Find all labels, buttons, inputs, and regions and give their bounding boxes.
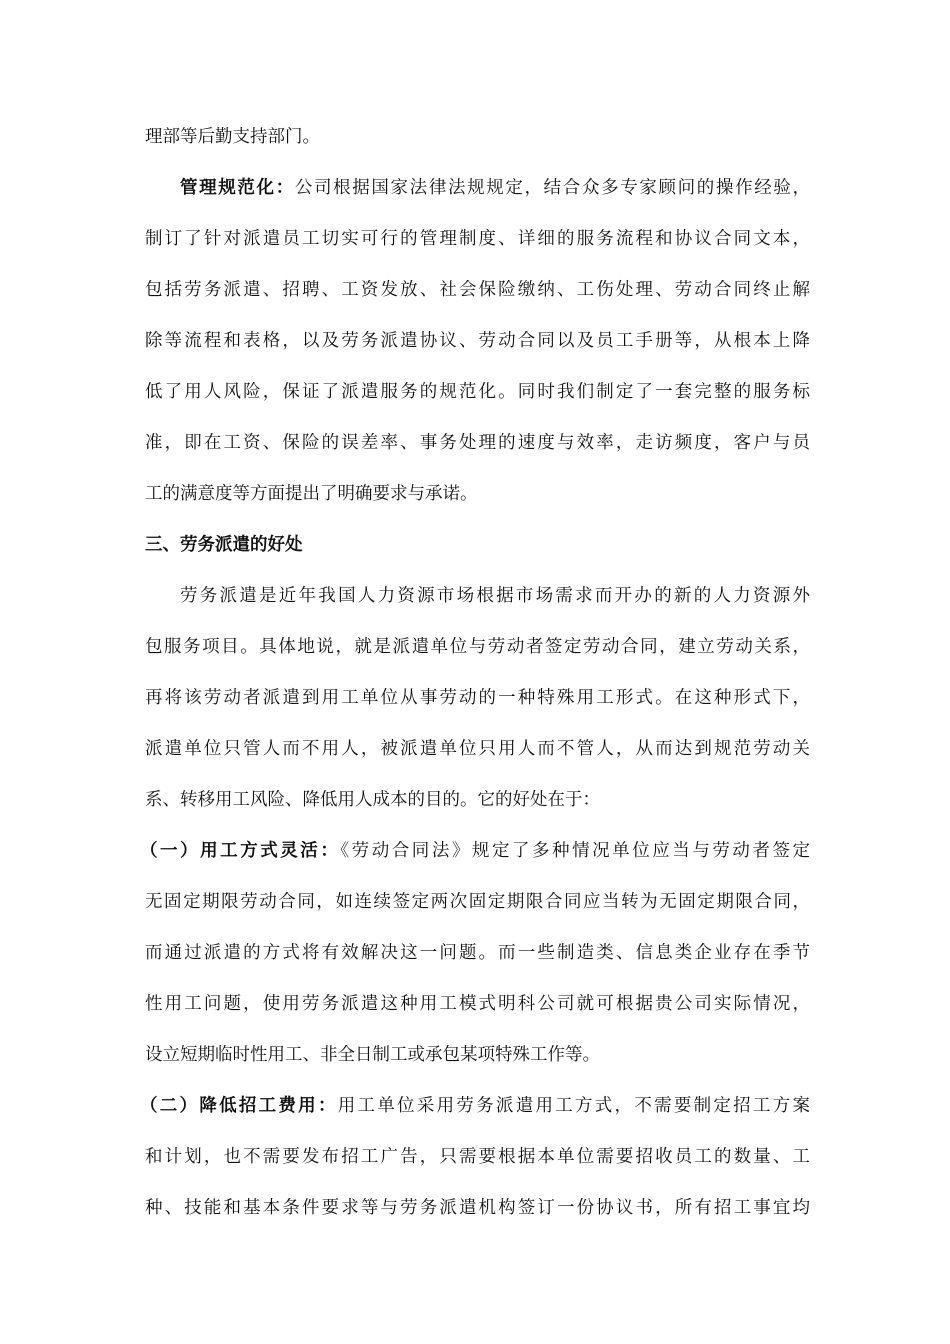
paragraph-dispatch-intro (145, 571, 810, 826)
text-line: 包服务项目。具体地说，就是派遣单位与劳动者签定劳动合同，建立劳动关系， (145, 637, 810, 657)
heading-3: 三、劳务派遣的好处 (145, 535, 303, 555)
text-line: 派遣单位只管人而不用人，被派遣单位只用人而不管人，从而达到规范劳动关 (145, 739, 810, 759)
section-heading (145, 520, 810, 571)
paragraph-label: （一）用工方式灵活： (140, 841, 341, 861)
text-line: （一）用工方式灵活：《劳动合同法》规定了多种情况单位应当与劳动者签定 (140, 841, 811, 861)
text-line: 劳务派遣是近年我国人力资源市场根据市场需求而开办的新的人力资源外 (180, 586, 810, 606)
text-line: 性用工问题，使用劳务派遣这种用工模式明科公司就可根据贵公司实际情况， (145, 994, 810, 1014)
paragraph-reduce-recruiting-costs (140, 1081, 811, 1234)
text-line: 理部等后勤支持部门。 (145, 127, 320, 147)
text-line: 无固定期限劳动合同，如连续签定两次固定期限合同应当转为无固定期限合同， (145, 892, 810, 912)
paragraph-flexible-employment (140, 826, 811, 1081)
text-line: 系、转移用工风险、降低用人成本的目的。它的好处在于： (145, 790, 600, 810)
text-line: 除等流程和表格，以及劳务派遣协议、劳动合同以及员工手册等，从根本上降 (145, 331, 810, 351)
paragraph-label: 管理规范化： (180, 178, 295, 198)
text-line: 准，即在工资、保险的误差率、事务处理的速度与效率，走访频度，客户与员 (145, 433, 810, 453)
paragraph-management-standardization (145, 163, 810, 520)
text-line: （二）降低招工费用：用工单位采用劳务派遣用工方式，不需要制定招工方案 (140, 1096, 811, 1116)
text-line: 工的满意度等方面提出了明确要求与承诺。 (145, 484, 478, 504)
text-line: 而通过派遣的方式将有效解决这一问题。而一些制造类、信息类企业存在季节 (145, 943, 810, 963)
text-line: 低了用人风险，保证了派遣服务的规范化。同时我们制定了一套完整的服务标 (145, 382, 810, 402)
text-line: 制订了针对派遣员工切实可行的管理制度、详细的服务流程和协议合同文本， (145, 229, 810, 249)
paragraph-label: （二）降低招工费用： (140, 1096, 338, 1116)
paragraph-continuation (145, 112, 810, 163)
text-line: 再将该劳动者派遣到用工单位从事劳动的一种特殊用工形式。在这种形式下， (145, 688, 810, 708)
text-line: 管理规范化：公司根据国家法律法规规定，结合众多专家顾问的操作经验， (180, 178, 810, 198)
text-line: 和计划，也不需要发布招工广告，只需要根据本单位需要招收员工的数量、工 (145, 1147, 810, 1167)
text-line: 设立短期临时性用工、非全日制工或承包某项特殊工作等。 (145, 1045, 600, 1065)
text-line: 包括劳务派遣、招聘、工资发放、社会保险缴纳、工伤处理、劳动合同终止解 (145, 280, 810, 300)
text-line: 种、技能和基本条件要求等与劳务派遣机构签订一份协议书，所有招工事宜均 (145, 1198, 810, 1218)
